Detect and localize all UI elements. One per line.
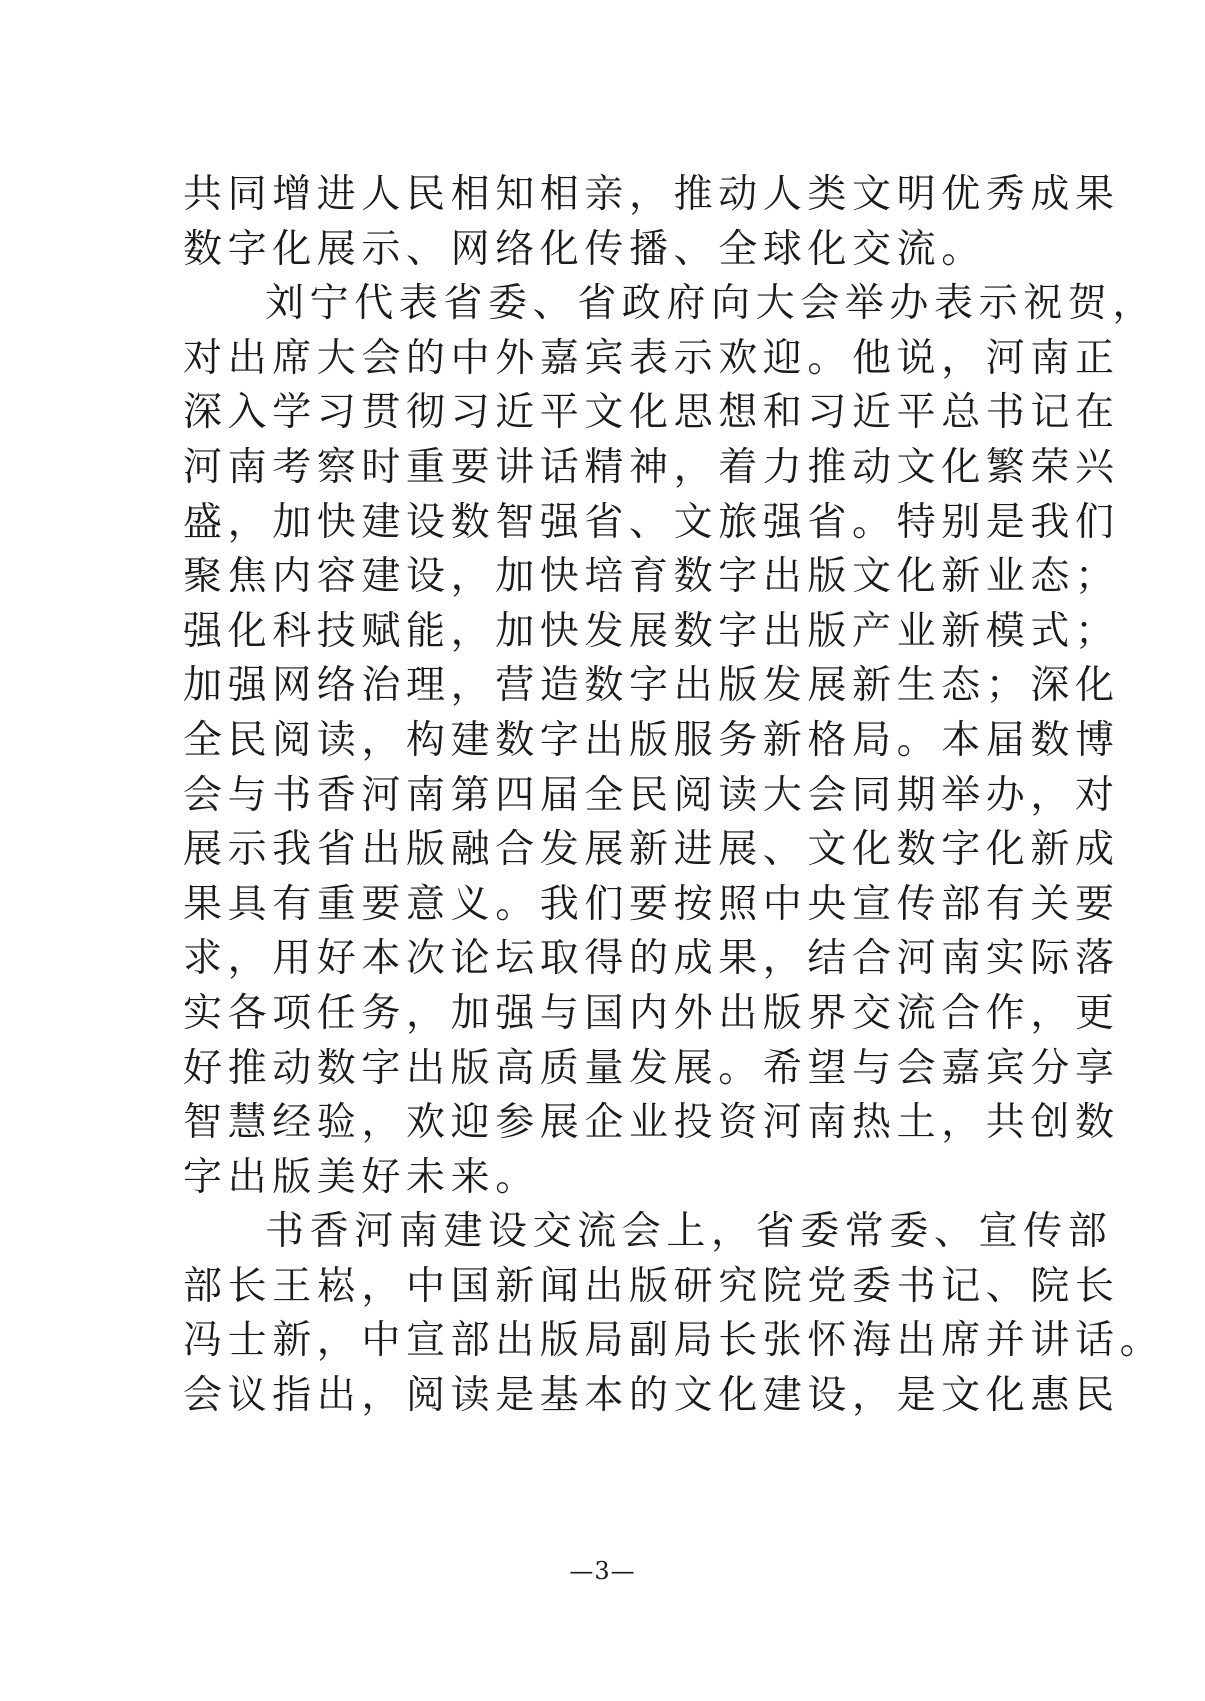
text-line: 全民阅读，构建数字出版服务新格局。本届数博 xyxy=(183,717,1120,763)
paragraph-3 xyxy=(183,1205,1165,1423)
text-line: 实各项任务，加强与国内外出版界交流合作，更 xyxy=(183,990,1120,1036)
text-line: 共同增进人民相知相亲，推动人类文明优秀成果 xyxy=(183,172,1120,217)
text-line: 部长王崧，中国新闻出版研究院党委书记、院长 xyxy=(183,1263,1120,1309)
text-line: 会议指出，阅读是基本的文化建设，是文化惠民 xyxy=(183,1373,1120,1419)
text-line: 强化科技赋能，加快发展数字出版产业新模式； xyxy=(183,608,1120,654)
page-number: —3— xyxy=(569,1557,636,1585)
paragraph-1 xyxy=(183,168,1120,277)
text-line: 盛，加快建设数智强省、文旅强省。特别是我们 xyxy=(183,499,1120,545)
text-line: 深入学习贯彻习近平文化思想和习近平总书记在 xyxy=(183,390,1120,436)
text-line: 刘宁代表省委、省政府向大会举办表示祝贺， xyxy=(265,281,1158,327)
text-line: 河南考察时重要讲话精神，着力推动文化繁荣兴 xyxy=(183,444,1120,490)
text-line: 会与书香河南第四届全民阅读大会同期举办，对 xyxy=(183,772,1120,818)
text-line: 书香河南建设交流会上，省委常委、宣传部 xyxy=(265,1209,1113,1255)
text-line: 聚焦内容建设，加快培育数字出版文化新业态； xyxy=(183,554,1120,600)
paragraph-2 xyxy=(183,277,1158,1205)
text-line: 加强网络治理，营造数字出版发展新生态；深化 xyxy=(183,663,1120,709)
text-line: 冯士新，中宣部出版局副局长张怀海出席并讲话。 xyxy=(183,1318,1165,1364)
text-line: 智慧经验，欢迎参展企业投资河南热土，共创数 xyxy=(183,1100,1120,1146)
text-line: 好推动数字出版高质量发展。希望与会嘉宾分享 xyxy=(183,1045,1120,1091)
text-line: 求，用好本次论坛取得的成果，结合河南实际落 xyxy=(183,936,1120,982)
text-line: 展示我省出版融合发展新进展、文化数字化新成 xyxy=(183,827,1120,873)
text-line: 对出席大会的中外嘉宾表示欢迎。他说，河南正 xyxy=(183,335,1120,381)
document-body xyxy=(183,168,1165,1424)
text-line: 数字化展示、网络化传播、全球化交流。 xyxy=(183,226,986,272)
text-line: 果具有重要意义。我们要按照中央宣传部有关要 xyxy=(183,881,1120,927)
text-line: 字出版美好未来。 xyxy=(183,1154,540,1200)
